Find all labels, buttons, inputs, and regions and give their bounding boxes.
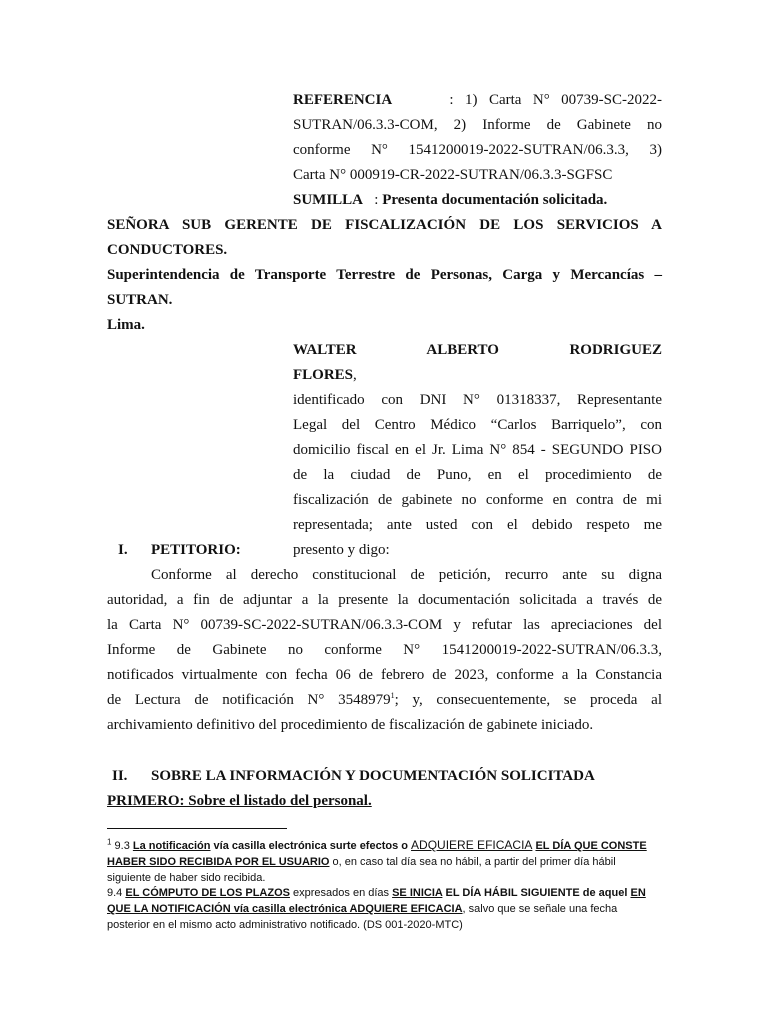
sender-line: domicilio fiscal en el Jr. Lima N° 854 - SEGUNDO PISO bbox=[293, 442, 662, 458]
reference-block bbox=[293, 88, 662, 213]
body-line: la Carta N° 00739-SC-2022-SUTRAN/06.3.3-COM y refutar las apreciaciones del bbox=[107, 617, 662, 633]
sender-name: WALTER ALBERTO RODRIGUEZ FLORES bbox=[293, 342, 662, 383]
subtitle-primero: PRIMERO: Sobre el listado del personal. bbox=[107, 793, 372, 809]
sender-line: fiscalización de gabinete no conforme en contra de mi bbox=[293, 492, 662, 508]
addressee-line-2: CONDUCTORES. bbox=[107, 242, 228, 258]
reference-line-3: conforme N° 1541200019-2022-SUTRAN/06.3.3, 3) bbox=[293, 142, 662, 158]
footnote-reference[interactable]: 1 bbox=[390, 691, 395, 700]
addressee-line-3: Superintendencia de Transporte Terrestre de Personas, Carga y Mercancías – bbox=[107, 267, 662, 283]
section-2-subtitle bbox=[107, 789, 662, 814]
sender-name-line: WALTER ALBERTO RODRIGUEZ FLORES, bbox=[293, 342, 662, 383]
footnote-paragraph-1: $^1$ 9.3 La notificación vía casilla electrónica surte efectos o ADQUIERE EFICACIA EL DÍA QUE CONSTE HABER SIDO RECIBIDA POR EL USUARIO o, en caso tal día sea no hábil, a partir del primer día hábil siguiente de haber sido recibida. bbox=[107, 837, 647, 884]
sender-line: presento y digo: bbox=[293, 542, 390, 558]
footnote-paragraph-2: 9.4 EL CÓMPUTO DE LOS PLAZOS expresados en días SE INICIA EL DÍA HÁBIL SIGUIENTE de aquel EN QUE LA NOTIFICACIÓN vía casilla electrónica ADQUIERE EFICACIA, salvo que se señale una fecha posterior en el mismo acto administrativo notificado. (DS 001-2020-MTC) bbox=[107, 887, 646, 931]
sumilla-label: SUMILLA bbox=[293, 192, 364, 208]
reference-line-1: REFERENCIA : 1) Carta N° 00739-SC-2022- bbox=[293, 92, 663, 108]
addressee-line-1: SEÑORA SUB GERENTE DE FISCALIZACIÓN DE LOS SERVICIOS A bbox=[107, 217, 662, 233]
body-line: autoridad, a fin de adjuntar a la presente la documentación solicitada a través de bbox=[107, 592, 662, 608]
sumilla-text: Presenta documentación solicitada. bbox=[382, 192, 608, 208]
body-line: Informe de Gabinete no conforme N° 1541200019-2022-SUTRAN/06.3.3, bbox=[107, 642, 662, 658]
reference-line-2: SUTRAN/06.3.3-COM, 2) Informe de Gabinete no bbox=[293, 117, 662, 133]
addressee-line-4: SUTRAN. bbox=[107, 292, 173, 308]
reference-label: REFERENCIA bbox=[293, 92, 393, 108]
body-line: archivamiento definitivo del procedimiento de fiscalización de gabinete iniciado. bbox=[107, 717, 594, 733]
sender-line: de la ciudad de Puno, en el procedimiento de bbox=[293, 467, 662, 483]
section-2-title: SOBRE LA INFORMACIÓN Y DOCUMENTACIÓN SOLICITADA bbox=[151, 768, 595, 784]
section-1-heading bbox=[107, 538, 662, 563]
section-2-number: II. bbox=[112, 768, 128, 784]
reference-line-4: Carta N° 000919-CR-2022-SUTRAN/06.3.3-SGFSC bbox=[293, 167, 613, 183]
footnote-mark: 1 bbox=[107, 837, 112, 847]
body-line: Conforme al derecho constitucional de petición, recurro ante su digna bbox=[151, 567, 662, 583]
section-1-title: PETITORIO: bbox=[151, 542, 241, 558]
body-line: de Lectura de notificación N° 3548979$^1$; y, consecuentemente, se proceda al bbox=[107, 691, 662, 708]
sender-line: representada; ante usted con el debido respeto me bbox=[293, 517, 662, 533]
sumilla-line: SUMILLA : Presenta documentación solicitada. bbox=[293, 192, 608, 208]
section-1-number: I. bbox=[118, 542, 128, 558]
body-line: notificados virtualmente con fecha 06 de febrero de 2023, conforme a la Constancia bbox=[107, 667, 662, 683]
sender-line: Legal del Centro Médico “Carlos Barriquelo”, con bbox=[293, 417, 662, 433]
addressee-block bbox=[107, 213, 662, 338]
sender-block bbox=[293, 338, 662, 563]
sender-line: identificado con DNI N° 01318337, Representante bbox=[293, 392, 662, 408]
addressee-line-5: Lima. bbox=[107, 317, 145, 333]
footnote-separator bbox=[107, 828, 287, 829]
section-1-body bbox=[107, 563, 662, 738]
section-2-heading bbox=[107, 764, 662, 789]
